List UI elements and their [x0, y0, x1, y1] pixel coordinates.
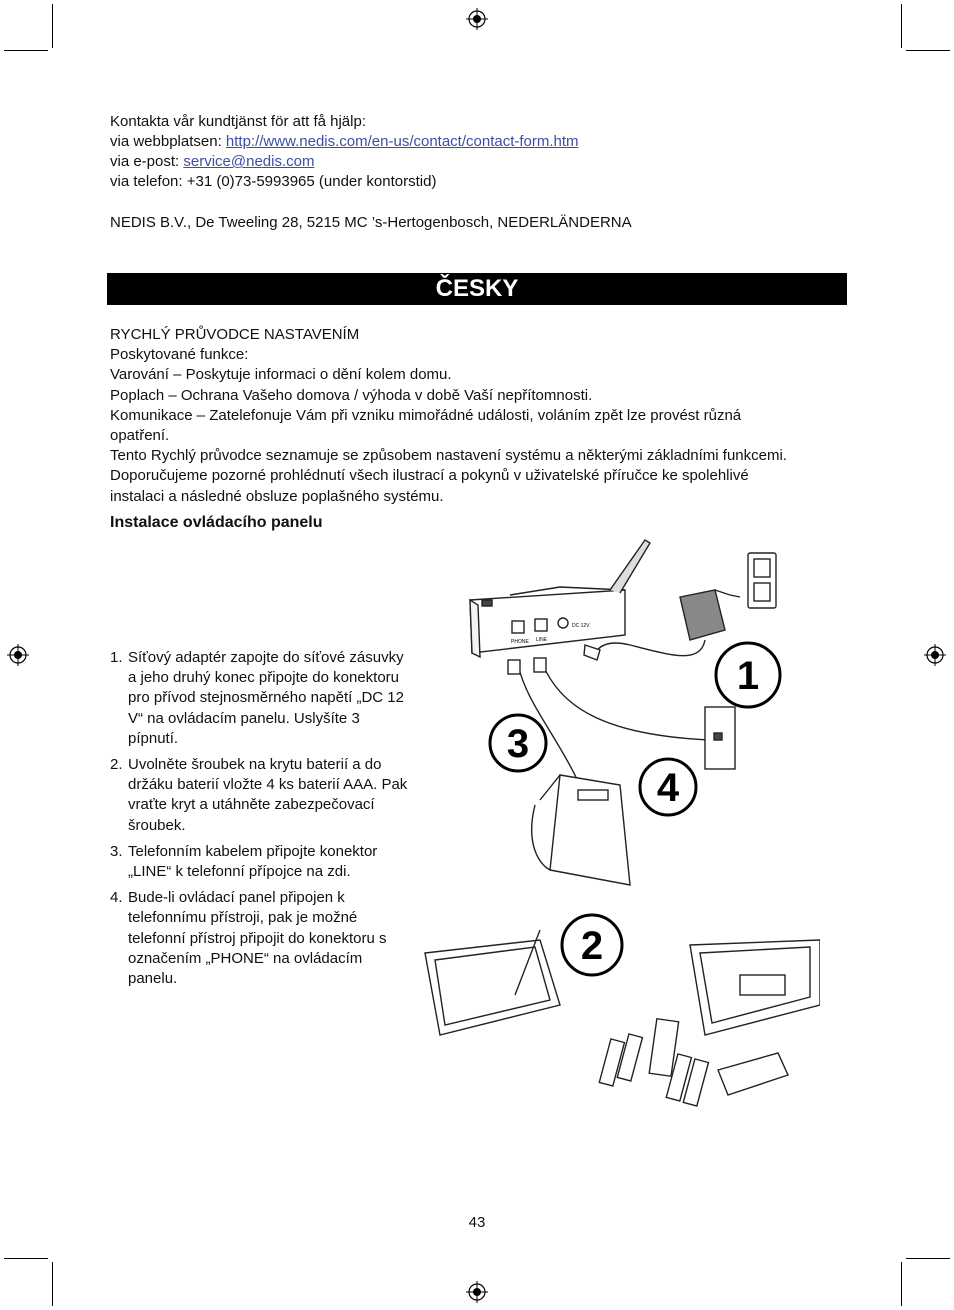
- step-text: Síťový adaptér zapojte do síťové zásuvky a jeho druhý konec připojte do konektoru pro přívod stejnosměrného napětí „DC 12 V“ na ovládacím panelu. Uslyšíte 3 pípnutí.: [128, 649, 404, 747]
- callout-4: [640, 759, 696, 815]
- panel-bottom-view-icon: [425, 930, 560, 1035]
- contact-intro: Kontakta vår kundtjänst för att få hjälp:: [110, 113, 366, 130]
- crop-mark: [901, 1262, 902, 1306]
- control-panel-icon: [470, 540, 650, 657]
- crop-mark: [901, 4, 902, 48]
- intro-line: Komunikace – Zatelefonuje Vám při vzniku mimořádné události, voláním zpět lze provést různá: [110, 406, 742, 424]
- step-item: [110, 842, 410, 882]
- crop-mark: [906, 50, 950, 51]
- installation-illustration: [400, 535, 820, 1120]
- intro-line: RYCHLÝ PRŮVODCE NASTAVENÍM: [110, 326, 360, 343]
- svg-text:4: 4: [656, 766, 680, 810]
- step-number: 4.: [110, 889, 123, 907]
- intro-line: Poplach – Ochrana Vašeho domova / výhoda v době Vaší nepřítomnosti.: [110, 386, 593, 404]
- intro-line: Doporučujeme pozorné prohlédnutí všech ilustrací a pokynů v uživatelské příručce ke spolehlivé: [110, 467, 749, 485]
- contact-email: [110, 152, 314, 172]
- web-prefix: via webbplatsen:: [110, 133, 226, 150]
- port-label-line: LINE: [536, 637, 548, 643]
- callout-1: [716, 643, 780, 707]
- email-link[interactable]: service@nedis.com: [183, 153, 315, 170]
- registration-mark-icon: [466, 1281, 488, 1303]
- page-number: 43: [468, 1214, 486, 1231]
- step-number: 3.: [110, 842, 123, 860]
- step-item: [110, 888, 410, 989]
- intro-line: instalaci a následné obsluze poplašného systému.: [110, 487, 444, 505]
- step-text: Telefonním kabelem připojte konektor „LINE“ k telefonní přípojce na zdi.: [128, 842, 378, 881]
- contact-phone: via telefon: +31 (0)73-5993965 (under kontorstid): [110, 173, 437, 190]
- email-prefix: via e-post:: [110, 153, 184, 170]
- crop-mark: [4, 1258, 48, 1259]
- port-label-dc: DC 12V: [572, 623, 590, 629]
- install-heading: Instalace ovládacího panelu: [110, 514, 323, 531]
- step-text: Uvolněte šroubek na krytu baterií a do držáku baterií vložte 4 ks baterií AAA. Pak vraťte kryt a utáhněte zabezpečovací šroubek.: [128, 756, 408, 834]
- intro-line: Tento Rychlý průvodce seznamuje se způsobem nastavení systému a některými základními funkcemi.: [110, 447, 787, 465]
- callout-3: [490, 715, 546, 771]
- step-item: [110, 755, 410, 836]
- step-number: 1.: [110, 649, 123, 666]
- svg-text:2: 2: [580, 924, 604, 968]
- telephone-icon: [532, 775, 630, 885]
- registration-mark-icon: [466, 8, 488, 30]
- intro-text: [110, 325, 850, 507]
- contact-web: [110, 132, 579, 152]
- intro-line: Varování – Poskytuje informaci o dění kolem domu.: [110, 366, 452, 384]
- panel-battery-view-icon: [690, 940, 820, 1035]
- registration-mark-icon: [7, 644, 29, 666]
- wall-outlet-icon: [748, 553, 776, 608]
- callout-2: [562, 915, 622, 975]
- crop-mark: [906, 1258, 950, 1259]
- crop-mark: [4, 50, 48, 51]
- svg-text:3: 3: [506, 722, 530, 766]
- intro-line: Poskytované funkce:: [110, 346, 249, 364]
- registration-mark-icon: [924, 644, 946, 666]
- crop-mark: [52, 4, 53, 48]
- battery-icon: [599, 1019, 788, 1106]
- contact-form-link[interactable]: http://www.nedis.com/en-us/contact/contact-form.htm: [225, 133, 579, 150]
- port-label-phone: PHONE: [511, 639, 529, 645]
- svg-text:1: 1: [736, 654, 760, 698]
- wall-jack-icon: [705, 707, 735, 769]
- intro-line: opatření.: [110, 427, 170, 445]
- section-title: ČESKY: [107, 273, 847, 305]
- install-steps: [110, 648, 410, 995]
- step-number: 2.: [110, 756, 123, 774]
- crop-mark: [52, 1262, 53, 1306]
- step-item: [110, 648, 410, 749]
- company-address: NEDIS B.V., De Tweeling 28, 5215 MC ’s-Hertogenbosch, NEDERLÄNDERNA: [110, 214, 632, 231]
- step-text: Bude-li ovládací panel připojen k telefonnímu přístroji, pak je možné telefonní přístroj připojit do konektoru s označením „PHONE“ na ovládacím panelu.: [128, 889, 387, 988]
